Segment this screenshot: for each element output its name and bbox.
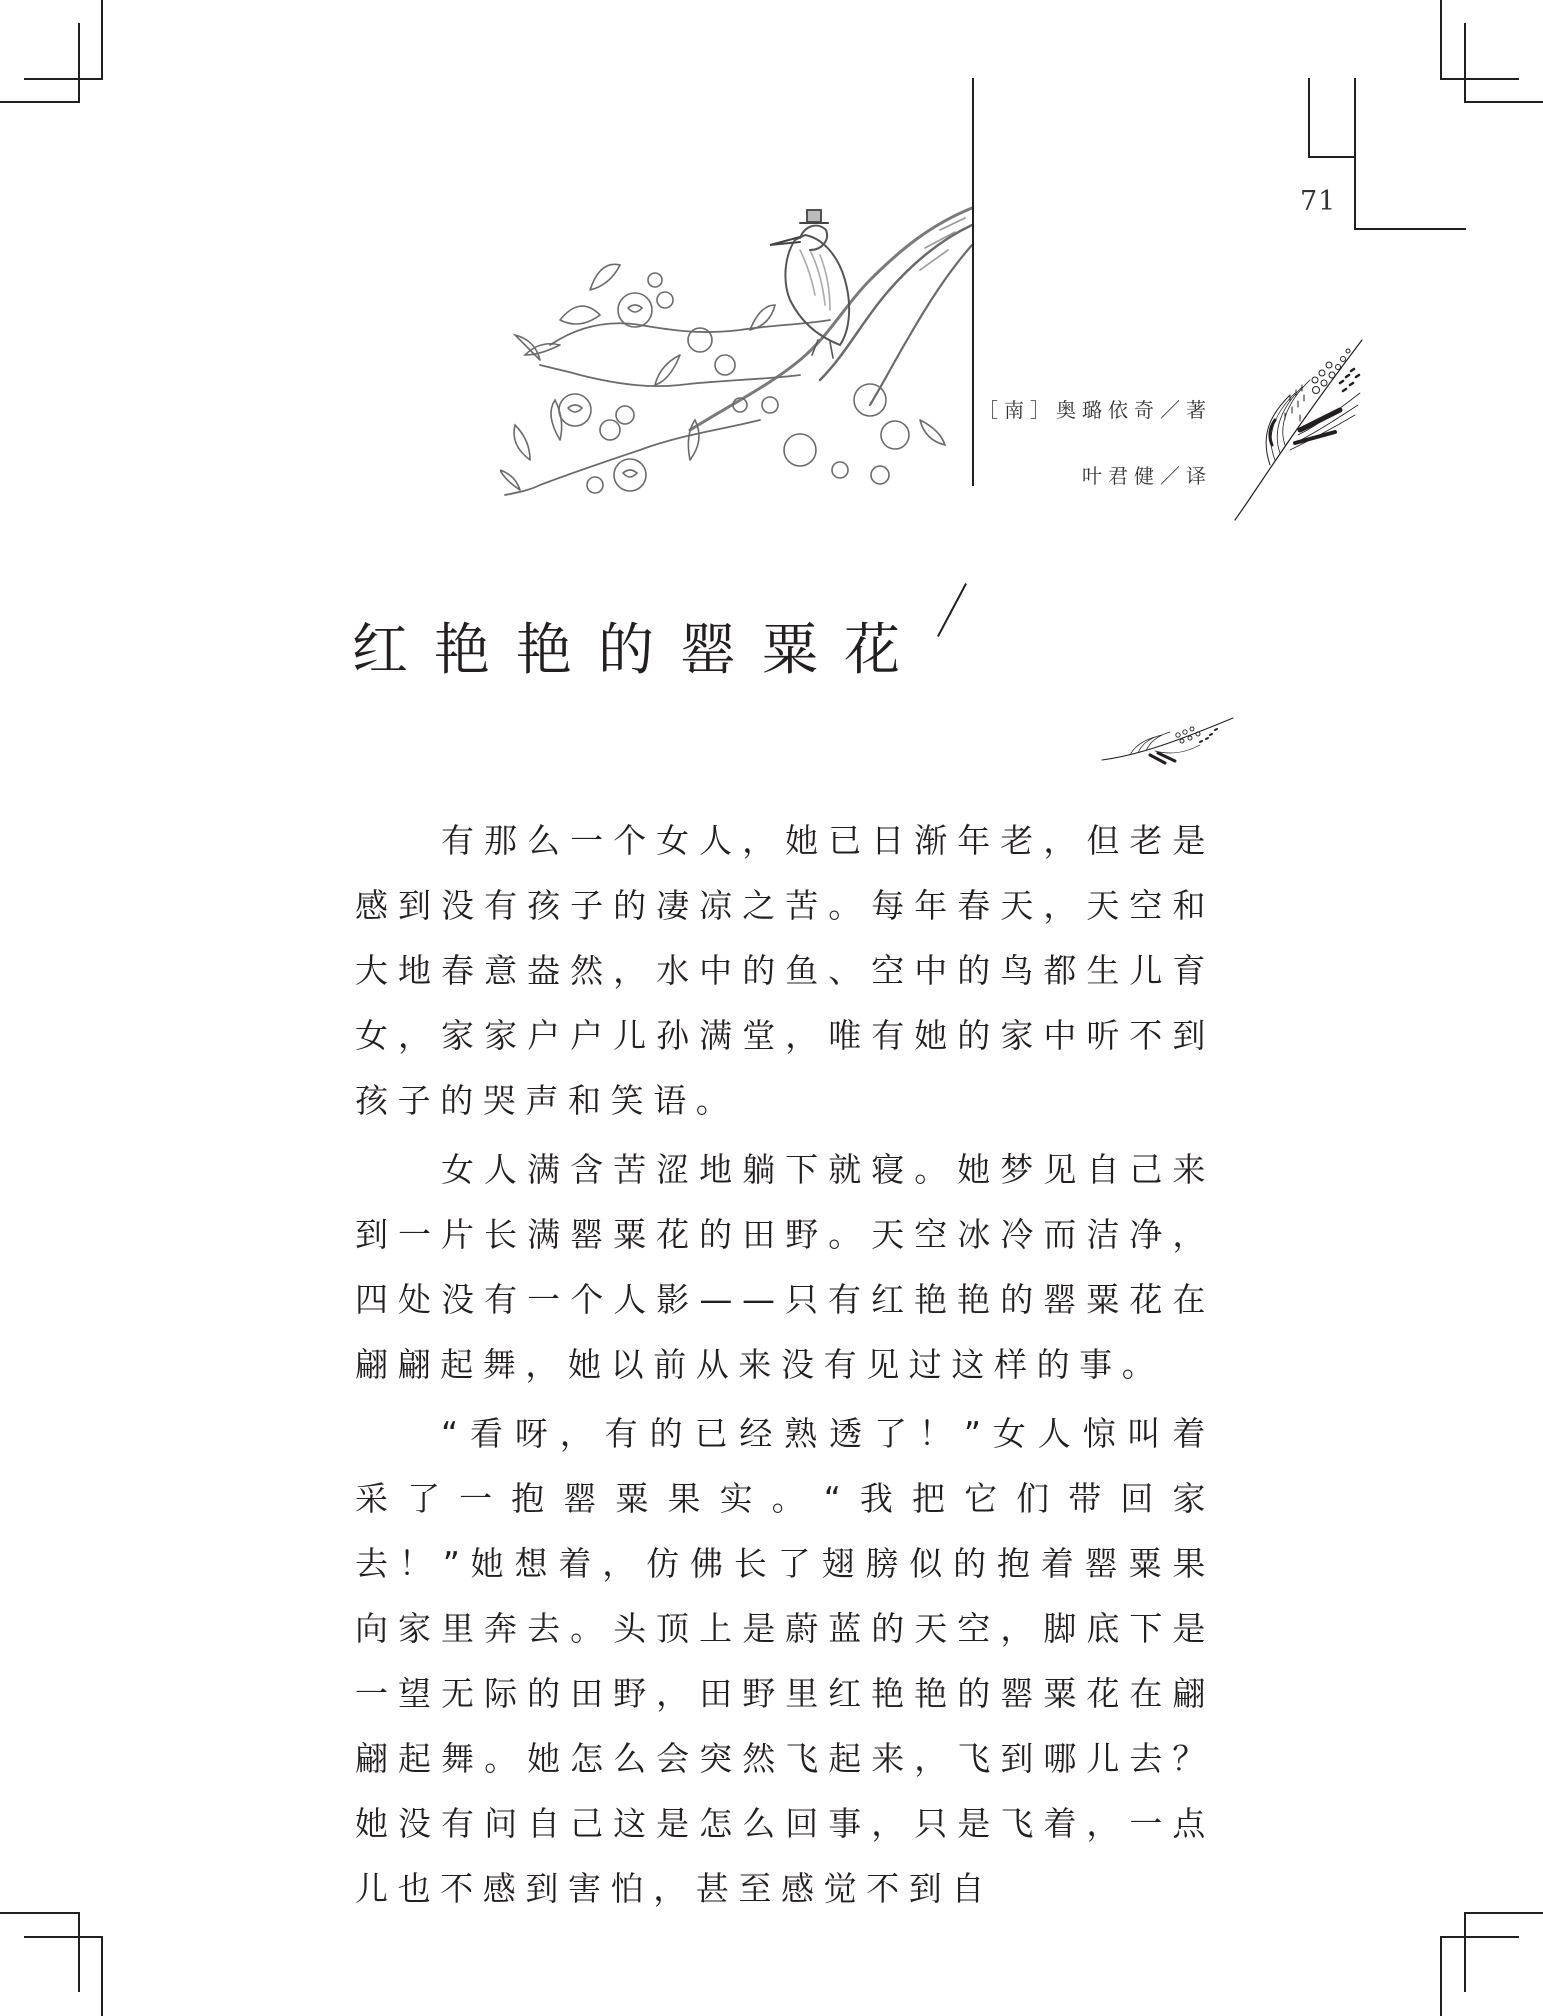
author-credit: ［南］奥璐依奇／著 (978, 398, 1212, 422)
translator-credit: 叶君健／译 (1082, 464, 1212, 488)
credits (978, 392, 1212, 524)
paragraph: 有那么一个女人，她已日渐年老，但老是感到没有孩子的凄凉之苦。每年春天，天空和大地春意盎然，水中的鱼、空中的鸟都生儿育女，家家户户儿孙满堂，唯有她的家中听不到孩子的哭声和笑语。 (355, 821, 1215, 1120)
bird-branch-illustration (500, 130, 975, 500)
vertical-divider (972, 78, 974, 486)
article-body (355, 808, 1215, 1925)
paragraph: 女人满含苦涩地躺下就寝。她梦见自己来到一片长满罂粟花的田野。天空冰冷而洁净，四处没有一个人影——只有红艳艳的罂粟花在翩翩起舞，她以前从来没有见过这样的事。 (355, 1150, 1215, 1384)
feather-icon-large (1230, 335, 1365, 525)
page-title: 红艳艳的罂粟花 (352, 617, 926, 683)
paragraph: “看呀，有的已经熟透了！”女人惊叫着采了一抱罂粟果实。“我把它们带回家去！”她想着，仿佛长了翅膀似的抱着罂粟果向家里奔去。头顶上是蔚蓝的天空，脚底下是一望无际的田野，田野里红艳艳的罂粟花在翩翩起舞。她怎么会突然飞起来，飞到哪儿去？她没有问自己这是怎么回事，只是飞着，一点儿也不感到害怕，甚至感觉不到自 (355, 1414, 1215, 1908)
title-slash-ornament (937, 583, 967, 637)
feather-icon-small (1100, 715, 1235, 765)
page-number: 71 (1300, 186, 1337, 217)
